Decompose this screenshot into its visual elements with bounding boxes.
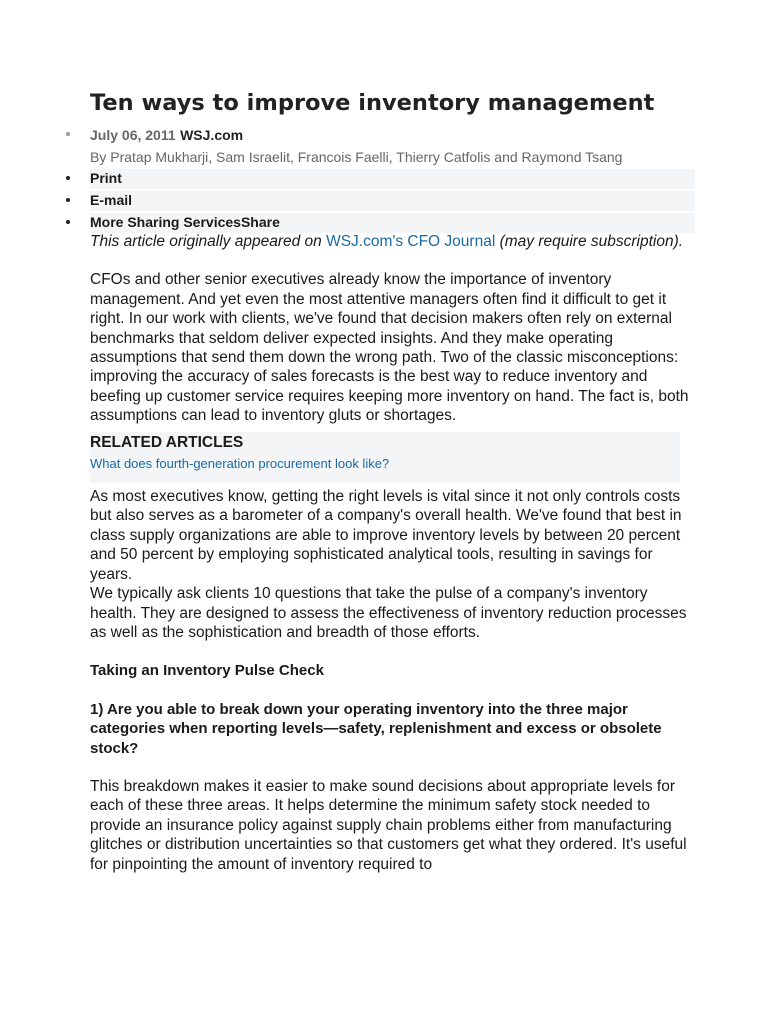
- paragraph: This breakdown makes it easier to make sound decisions about appropriate levels for each of these three areas. It helps determine the minimum safety stock needed to provide an insurance policy against supply chain problems either from manufacturing glitches or distribution uncertainties so that customers get what they ordered. It's useful for pinpointing the amount of inventory required to: [90, 777, 687, 873]
- paragraph: As most executives know, getting the right levels is vital since it not only controls costs but also serves as a barometer of a company's overall health. We've found that best in class supply organizations are able to improve inventory levels by between 20 percent and 50 percent by employing sophisticated analytical tools, resulting in savings for years.: [90, 488, 682, 583]
- paragraph: We typically ask clients 10 questions that take the pulse of a company's inventory health. They are designed to assess the effectiveness of inventory reduction processes as well as the sophistication and breadth of those efforts.: [90, 585, 687, 641]
- share-menu: [90, 169, 695, 235]
- article-body: [90, 232, 690, 874]
- article-meta: [90, 127, 690, 165]
- more-sharing-link[interactable]: [90, 213, 695, 233]
- paragraph: CFOs and other senior executives already know the importance of inventory management. And yet even the most attentive managers often find it difficult to get it right. In our work with clients, we've found that decision makers often rely on external benchmarks that seldom deliver expected insights. And they make operating assumptions that send them down the wrong path. Two of the classic misconceptions: improving the accuracy of sales forecasts is the best way to reduce inventory and beefing up customer service requires keeping more inventory on hand. The fact is, both assumptions can lead to inventory gluts or shortages.: [90, 271, 689, 425]
- section-heading: Taking an Inventory Pulse Check: [90, 662, 324, 680]
- bullet-icon: [66, 220, 70, 224]
- email-label: E-mail: [90, 192, 133, 208]
- bullet-icon: [66, 176, 70, 180]
- byline: By Pratap Mukharji, Sam Israelit, Francois Faelli, Thierry Catfolis and Raymond Tsang: [90, 149, 623, 165]
- article-title: Ten ways to improve inventory management: [90, 90, 655, 116]
- cfo-journal-link[interactable]: WSJ.com's CFO Journal: [326, 233, 496, 250]
- more-sharing-label: More Sharing ServicesShare: [90, 214, 280, 230]
- related-articles: [90, 432, 680, 483]
- publish-date: July 06, 2011: [90, 127, 176, 143]
- print-link[interactable]: [90, 169, 695, 189]
- origin-note: [90, 232, 690, 251]
- print-label: Print: [90, 170, 122, 186]
- origin-note-prefix: This article originally appeared on: [90, 233, 327, 250]
- meta-row: [90, 127, 690, 165]
- related-heading: RELATED ARTICLES: [90, 433, 244, 451]
- bullet-icon: [66, 132, 70, 136]
- origin-note-suffix: (may require subscription).: [495, 233, 684, 250]
- related-article-link[interactable]: What does fourth-generation procurement look like?: [90, 455, 390, 471]
- bullet-icon: [66, 198, 70, 202]
- question-heading: 1) Are you able to break down your operating inventory into the three major categories when reporting levels—safety, replenishment and excess or obsolete stock?: [90, 700, 662, 757]
- email-link[interactable]: [90, 191, 695, 211]
- source-name: WSJ.com: [180, 127, 244, 143]
